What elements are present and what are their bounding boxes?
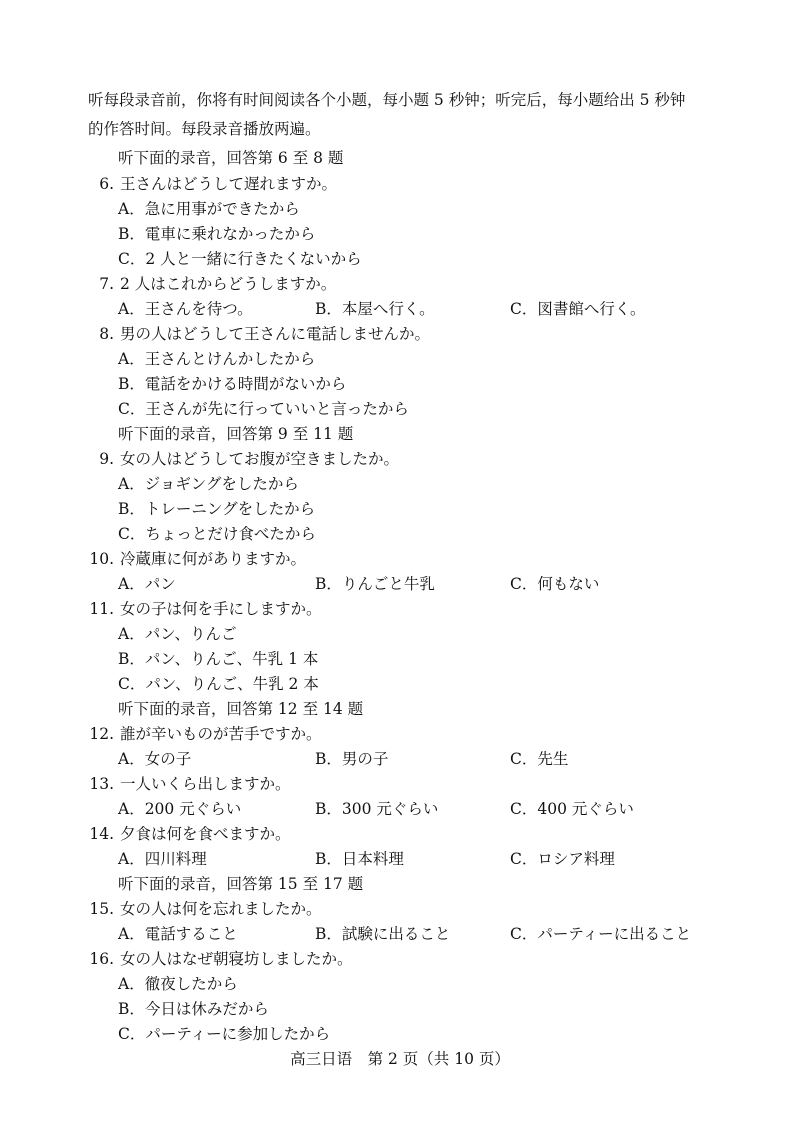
option-c: C．ロシア料理 (510, 850, 615, 868)
option-c: C．ちょっとだけ食べたから (118, 525, 316, 543)
option-b: B．パン、りんご、牛乳 1 本 (118, 650, 319, 668)
option-c: C．2 人と一緒に行きたくないから (118, 250, 362, 268)
question-text: 王さんはどうして遅れますか。 (120, 175, 338, 193)
option-a: A．電話すること (118, 925, 238, 943)
option-a: A．王さんとけんかしたから (118, 350, 316, 368)
options-row (0, 572, 800, 597)
question-text: 女の人は何を忘れましたか。 (120, 900, 322, 918)
question-text: 女の子は何を手にしますか。 (120, 600, 322, 618)
question-number: 9. (99, 450, 114, 468)
option-c: C．パーティーに参加したから (118, 1025, 331, 1043)
option-b: B．電車に乗れなかったから (118, 225, 316, 243)
option-b: B．りんごと牛乳 (315, 575, 435, 593)
question-15 (0, 897, 800, 922)
question-text: 冷蔵庫に何がありますか。 (120, 550, 307, 568)
option-c: C．何もない (510, 575, 600, 593)
question-text: 誰が辛いものが苦手ですか。 (120, 725, 322, 743)
question-number: 14. (89, 825, 114, 843)
option-c: C．パーティーに出ること (510, 925, 692, 943)
question-9 (0, 447, 800, 472)
question-number: 16. (89, 950, 114, 968)
option-b: B．男の子 (315, 750, 389, 768)
section-heading: 听下面的录音，回答第 6 至 8 题 (118, 149, 344, 167)
question-14 (0, 822, 800, 847)
question-number: 15. (89, 900, 114, 918)
option-b: B．試験に出ること (315, 925, 451, 943)
question-10 (0, 547, 800, 572)
question-text: 2 人はこれからどうしますか。 (120, 275, 337, 293)
question-13 (0, 772, 800, 797)
option-a: A．ジョギングをしたから (118, 475, 299, 493)
options-row (0, 847, 800, 872)
option-b: B．日本料理 (315, 850, 404, 868)
intro-line-2: 的作答时间。每段录音播放两遍。 (88, 120, 321, 138)
option-c: C．図書館へ行く。 (510, 300, 646, 318)
option-c: C．先生 (510, 750, 569, 768)
question-text: 一人いくら出しますか。 (120, 775, 291, 793)
question-number: 11. (89, 600, 114, 618)
options-row (0, 797, 800, 822)
option-a: A．王さんを待つ。 (118, 300, 253, 318)
option-a: A．徹夜したから (118, 975, 238, 993)
option-a: A．200 元ぐらい (118, 800, 242, 818)
question-text: 男の人はどうして王さんに電話しませんか。 (120, 325, 431, 343)
section-heading: 听下面的录音，回答第 15 至 17 题 (118, 875, 364, 893)
option-a: A．パン (118, 575, 176, 593)
question-number: 8. (99, 325, 114, 343)
option-b: B．本屋へ行く。 (315, 300, 435, 318)
question-number: 6. (99, 175, 114, 193)
question-11 (0, 597, 800, 622)
intro-line-1: 听每段录音前，你将有时间阅读各个小题，每小题 5 秒钟；听完后，每小题给出 5 秒钟 (88, 91, 686, 109)
question-8 (0, 322, 800, 347)
question-12 (0, 722, 800, 747)
option-a: A．四川料理 (118, 850, 207, 868)
question-number: 12. (89, 725, 114, 743)
question-6 (0, 172, 800, 197)
question-7 (0, 272, 800, 297)
question-text: 女の人はどうしてお腹が空きましたか。 (120, 450, 400, 468)
question-number: 7. (99, 275, 114, 293)
option-b: B．トレーニングをしたから (118, 500, 316, 518)
option-c: C．400 元ぐらい (510, 800, 634, 818)
option-b: B．今日は休みだから (118, 1000, 269, 1018)
options-row (0, 922, 800, 947)
option-b: B．電話をかける時間がないから (118, 375, 347, 393)
options-row (0, 297, 800, 322)
section-heading: 听下面的录音，回答第 9 至 11 题 (118, 425, 354, 443)
question-16 (0, 947, 800, 972)
option-a: A．急に用事ができたから (118, 200, 300, 218)
option-a: A．パン、りんご (118, 625, 237, 643)
option-a: A．女の子 (118, 750, 192, 768)
options-row (0, 747, 800, 772)
option-c: C．王さんが先に行っていいと言ったから (118, 400, 409, 418)
question-number: 13. (89, 775, 114, 793)
section-heading: 听下面的录音，回答第 12 至 14 题 (118, 700, 364, 718)
option-c: C．パン、りんご、牛乳 2 本 (118, 675, 319, 693)
page-footer: 高三日语 第 2 页（共 10 页） (290, 1050, 510, 1068)
question-number: 10. (89, 550, 114, 568)
question-text: 夕食は何を食べますか。 (120, 825, 291, 843)
option-b: B．300 元ぐらい (315, 800, 439, 818)
question-text: 女の人はなぜ朝寝坊しましたか。 (120, 950, 353, 968)
